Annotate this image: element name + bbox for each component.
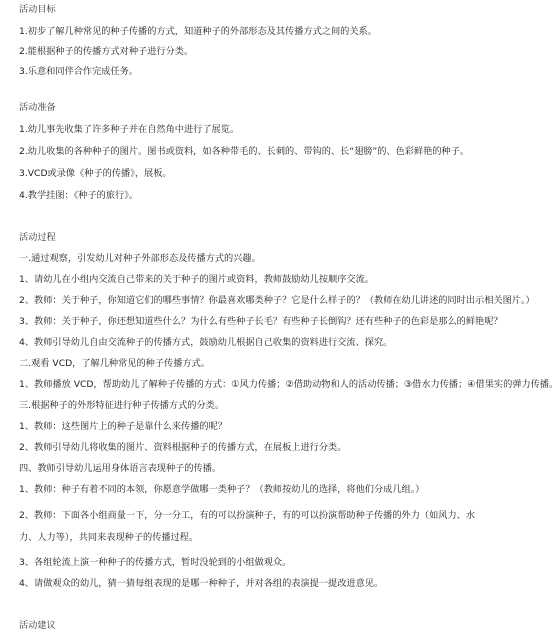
prep-item: 2.幼儿收集的各种种子的图片。图书或资料，如各种带毛的、长刺的、带钩的、长“翅膀”的、色彩鲜艳的种子。 [19,146,470,157]
process-line: 3、教师：关于种子，你还想知道些什么？为什么有些种子长毛？有些种子长倒钩？还有些种子的色彩是那么的鲜艳呢？ [19,316,503,327]
prep-item: 4.教学挂图：《种子的旅行》。 [19,190,139,201]
process-line: 一.通过观察，引发幼儿对种子外部形态及传播方式的兴趣。 [19,253,261,264]
goal-item: 1.初步了解几种常见的种子传播的方式，知道种子的外部形态及其传播方式之间的关系。 [19,26,377,37]
prep-item: 3.VCD或录像《种子的传播》，展板。 [19,168,172,179]
process-line: 1、请幼儿在小组内交流自己带来的关于种子的图片或资料，教师鼓励幼儿按顺序交流。 [19,274,374,285]
process-line: 三.根据种子的外形特征进行种子传播方式的分类。 [19,400,225,411]
process-heading: 活动过程 [19,232,56,243]
process-line: 四、教师引导幼儿运用身体语言表现种子的传播。 [19,463,222,474]
process-line-wrapped: 2、教师：下面各小组商量一下，分一分工，有的可以扮演种子，有的可以扮演帮助种子传播的外力（如风力、水力、人力等），共同来表现种子的传播过程。 [19,510,476,543]
process-line: 1、教师：这些图片上的种子是靠什么来传播的呢？ [19,421,227,432]
goal-item: 2.能根据种子的传播方式对种子进行分类。 [19,46,194,57]
process-line: 4、教师引导幼儿自由交流种子的传播方式，鼓励幼儿根据自己收集的资料进行交流、探究。 [19,337,393,348]
prep-heading: 活动准备 [19,102,56,113]
process-line: 2、教师：关于种子，你知道它们的哪些事情？你最喜欢哪类种子？它是什么样子的？（教师在幼儿讲述的同时出示相关图片。） [19,295,535,306]
goal-item: 3.乐意和同伴合作完成任务。 [19,66,139,77]
goals-heading: 活动目标 [19,4,56,15]
process-line: 二.观看 VCD，了解几种常见的种子传播方式。 [19,358,210,369]
process-line: 1、教师播放 VCD，帮助幼儿了解种子传播的方式：①风力传播；②借助动物和人的活动传播；③借水力传播；④借果实的弹力传播。 [19,379,558,390]
process-line: 1、教师：种子有着不同的本领，你愿意学做哪一类种子？（教师按幼儿的选择，将他们分成几组。） [19,484,425,495]
process-line: 4、请做观众的幼儿，猜一猜每组表现的是哪一种种子，并对各组的表演提一提改进意见。 [19,578,384,589]
process-line: 3、各组轮流上演一种种子的传播方式，暂时没轮到的小组做观众。 [19,557,292,568]
suggestion-heading: 活动建议 [19,620,56,631]
prep-item: 1.幼儿事先收集了许多种子并在自然角中进行了展览。 [19,124,240,135]
process-line: 2、教师引导幼儿将收集的图片、资料根据种子的传播方式，在展板上进行分类。 [19,442,347,453]
